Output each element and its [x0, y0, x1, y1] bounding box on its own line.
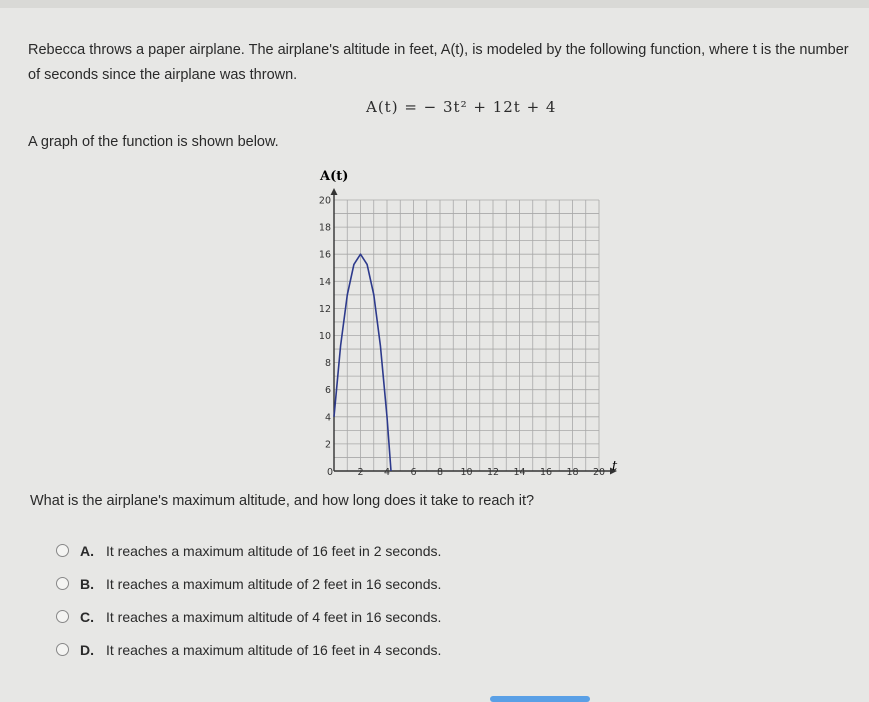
option-a[interactable] [56, 534, 441, 567]
y-tick-label: 14 [318, 276, 331, 288]
x-tick-label: 10 [460, 467, 473, 478]
y-tick-label: 16 [318, 249, 331, 261]
y-axis-label: A(t) [320, 169, 349, 184]
question-prompt: What is the airplane's maximum altitude, and how long does it take to reach it? [30, 493, 535, 509]
option-text: It reaches a maximum altitude of 16 feet in 2 seconds. [106, 542, 442, 559]
x-tick-label: 4 [383, 467, 391, 478]
option-d[interactable] [56, 633, 441, 666]
bottom-scroll-indicator [490, 696, 590, 702]
answer-options [56, 534, 441, 666]
radio-b[interactable] [56, 577, 69, 590]
y-tick-label: 18 [318, 222, 331, 234]
y-tick-label: 6 [324, 385, 331, 397]
y-axis-arrow [331, 188, 338, 195]
y-tick-label: 2 [324, 439, 331, 451]
radio-c[interactable] [56, 610, 69, 623]
option-letter: B. [80, 575, 94, 592]
altitude-chart [290, 160, 640, 490]
x-tick-label: 0 [326, 467, 334, 478]
option-text: It reaches a maximum altitude of 16 feet in 4 seconds. [106, 641, 442, 658]
y-tick-label: 4 [324, 412, 331, 424]
radio-a[interactable] [56, 544, 69, 557]
option-b[interactable] [56, 567, 441, 600]
x-tick-label: 8 [436, 467, 444, 478]
y-tick-label: 10 [318, 331, 331, 342]
option-letter: A. [80, 542, 94, 559]
x-tick-label: 20 [592, 467, 606, 478]
graph-caption: A graph of the function is shown below. [28, 134, 279, 150]
y-tick-labels [319, 196, 331, 451]
option-letter: D. [80, 641, 94, 658]
function-formula: A(t) = − 3t² + 12t + 4 [366, 98, 557, 116]
x-axis-label: t [612, 459, 618, 474]
x-tick-label: 18 [566, 467, 579, 478]
x-tick-label: 14 [513, 467, 526, 478]
y-tick-label: 12 [318, 303, 331, 315]
x-tick-label: 12 [486, 467, 500, 478]
option-letter: C. [80, 608, 94, 625]
chart-grid [334, 200, 599, 471]
question-text: Rebecca throws a paper airplane. The airplane's altitude in feet, A(t), is modeled by the following function, where t is the number of seconds since the airplane was thrown. [28, 42, 849, 83]
x-tick-label: 16 [539, 467, 553, 478]
x-tick-labels [327, 467, 605, 478]
option-text: It reaches a maximum altitude of 2 feet in 16 seconds. [106, 575, 442, 592]
y-tick-label: 20 [318, 195, 331, 207]
y-tick-label: 8 [324, 358, 331, 370]
x-tick-label: 6 [410, 467, 417, 478]
option-c[interactable] [56, 600, 441, 633]
x-tick-label: 2 [357, 467, 364, 478]
top-divider [0, 0, 869, 8]
radio-d[interactable] [56, 643, 69, 656]
option-text: It reaches a maximum altitude of 4 feet in 16 seconds. [106, 608, 442, 625]
